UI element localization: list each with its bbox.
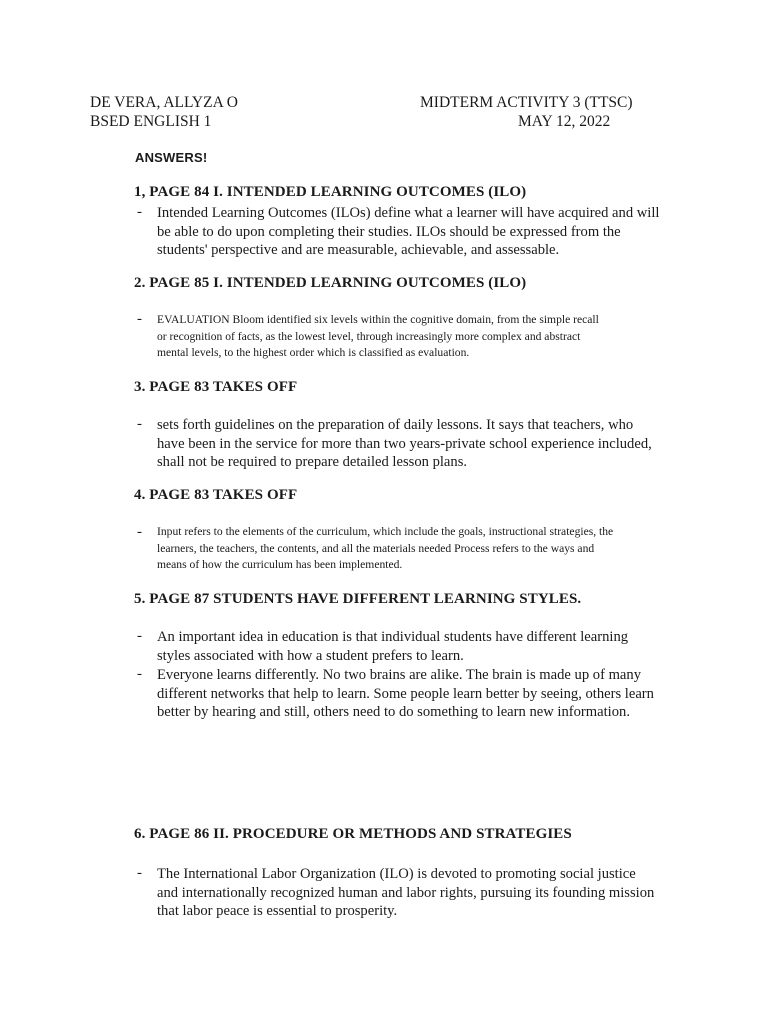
text-line: The International Labor Organization (ILO) is devoted to promoting social justice (157, 866, 636, 882)
section-3-heading: 3. PAGE 83 TAKES OFF (134, 379, 298, 395)
bullet-dash: - (137, 524, 142, 540)
section-6-paragraph (157, 865, 697, 921)
student-course: BSED ENGLISH 1 (90, 113, 212, 130)
section-5-paragraph-1 (157, 628, 697, 665)
text-line: be able to do upon completing their studies. ILOs should be expressed from the (157, 223, 621, 240)
bullet-dash: - (137, 416, 142, 432)
section-5-heading: 5. PAGE 87 STUDENTS HAVE DIFFERENT LEARNING STYLES. (134, 591, 582, 607)
text-line: Input refers to the elements of the curriculum, which include the goals, instructional strategies, the (157, 525, 614, 538)
text-line: better by hearing and still, others need to do something to learn new information. (157, 704, 630, 720)
text-line: styles associated with how a student prefers to learn. (157, 647, 464, 664)
bullet-dash: - (137, 865, 142, 881)
text-line: different networks that help to learn. Some people learn better by seeing, others learn (157, 685, 654, 702)
bullet-dash: - (137, 666, 142, 682)
section-1-heading: 1, PAGE 84 I. INTENDED LEARNING OUTCOMES (ILO) (134, 184, 527, 200)
section-1-paragraph (157, 204, 697, 260)
section-5-paragraph-2 (157, 666, 697, 722)
section-6-heading: 6. PAGE 86 II. PROCEDURE OR METHODS AND STRATEGIES (134, 826, 572, 842)
text-line: or recognition of facts, as the lowest level, through increasingly more complex and abstract (157, 329, 581, 343)
text-line: and internationally recognized human and labor rights, pursuing its founding mission (157, 884, 655, 901)
text-line: EVALUATION Bloom identified six levels within the cognitive domain, from the simple recall (157, 313, 599, 326)
text-line: have been in the service for more than two years-private school experience included, (157, 435, 652, 452)
text-line: sets forth guidelines on the preparation of daily lessons. It says that teachers, who (157, 417, 634, 433)
text-line: means of how the curriculum has been implemented. (157, 558, 403, 571)
section-4-paragraph (157, 524, 697, 574)
text-line: Intended Learning Outcomes (ILOs) define what a learner will have acquired and will (157, 205, 660, 221)
activity-title: MIDTERM ACTIVITY 3 (TTSC) (420, 94, 633, 111)
bullet-dash: - (137, 628, 142, 644)
section-4-heading: 4. PAGE 83 TAKES OFF (134, 487, 298, 503)
text-line: learners, the teachers, the contents, and all the materials needed Process refers to the ways and (157, 541, 595, 555)
student-name: DE VERA, ALLYZA O (90, 94, 238, 111)
activity-date: MAY 12, 2022 (518, 113, 611, 130)
section-2-paragraph (157, 312, 697, 362)
section-2-heading: 2. PAGE 85 I. INTENDED LEARNING OUTCOMES (ILO) (134, 275, 527, 291)
text-line: mental levels, to the highest order which is classified as evaluation. (157, 346, 470, 359)
text-line: students' perspective and are measurable, achievable, and assessable. (157, 242, 560, 258)
bullet-dash: - (137, 311, 142, 327)
section-3-paragraph (157, 416, 697, 472)
answers-label: ANSWERS! (135, 150, 208, 165)
text-line: Everyone learns differently. No two brains are alike. The brain is made up of many (157, 667, 642, 683)
bullet-dash: - (137, 204, 142, 220)
text-line: that labor peace is essential to prosperity. (157, 903, 398, 919)
text-line: shall not be required to prepare detailed lesson plans. (157, 454, 468, 470)
text-line: An important idea in education is that individual students have different learning (157, 629, 629, 645)
